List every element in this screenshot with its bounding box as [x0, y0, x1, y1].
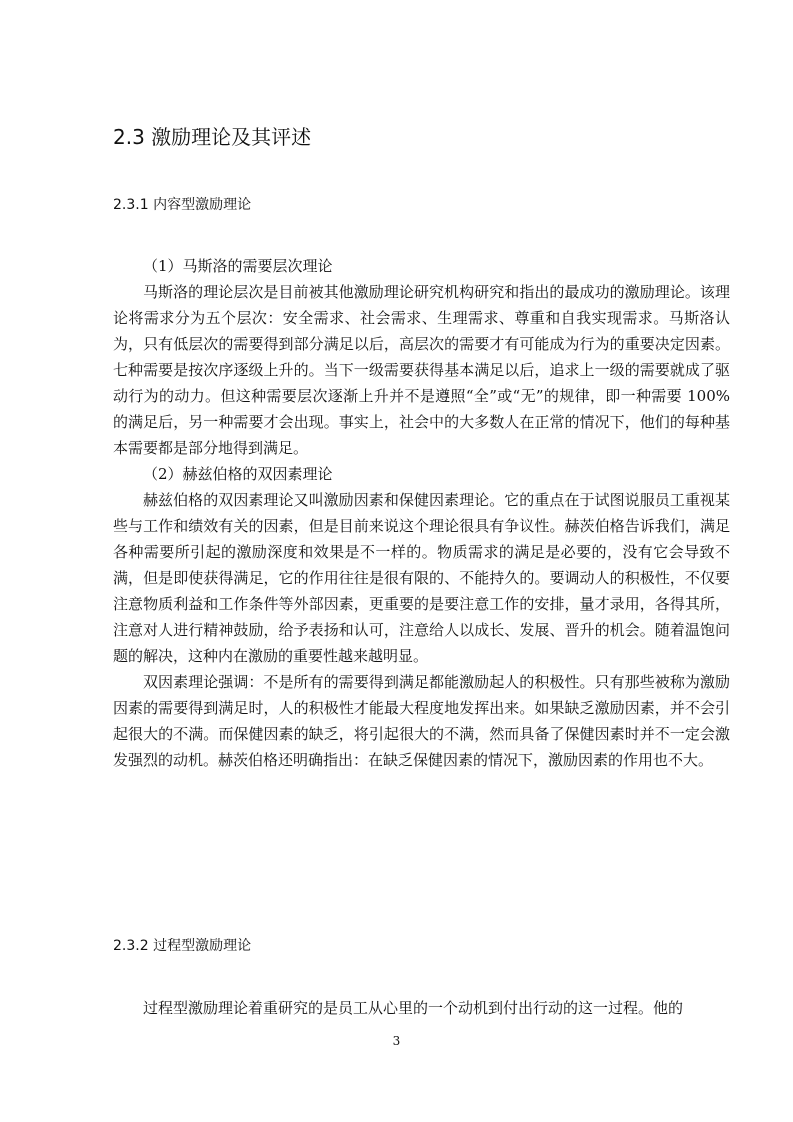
subsection-heading-content-theory: 2.3.1 内容型激励理论	[113, 197, 252, 213]
paragraph-process-theory: 过程型激励理论着重研究的是员工从心里的一个动机到付出行动的这一过程。他的	[143, 999, 684, 1017]
paragraph-heading-herzberg: （2）赫兹伯格的双因素理论	[143, 465, 333, 483]
paragraph-heading-maslow: （1）马斯洛的需要层次理论	[143, 257, 333, 275]
subsection-body-process-theory	[113, 995, 730, 1021]
section-heading: 2.3 激励理论及其评述	[113, 125, 312, 149]
paragraph-two-factor: 双因素理论强调：不是所有的需要得到满足都能激励起人的积极性。只有那些被称为激励因素的需要得到满足时，人的积极性才能最大程度地发挥出来。如果缺乏激励因素，并不会引起很大的不满。而保健因素的缺乏，将引起很大的不满，然而具备了保健因素时并不一定会激发强烈的动机。赫茨伯格还明确指出：在缺乏保健因素的情况下，激励因素的作用也不大。	[113, 673, 730, 769]
subsection-body-content-theory	[113, 253, 730, 773]
subsection-heading-process-theory: 2.3.2 过程型激励理论	[113, 938, 252, 954]
paragraph-herzberg: 赫兹伯格的双因素理论又叫激励因素和保健因素理论。它的重点在于试图说服员工重视某些与工作和绩效有关的因素，但是目前来说这个理论很具有争议性。赫茨伯格告诉我们，满足各种需要所引起的激励深度和效果是不一样的。物质需求的满足是必要的，没有它会导致不满，但是即使获得满足，它的作用往往是很有限的、不能持久的。要调动人的积极性，不仅要注意物质利益和工作条件等外部因素，更重要的是要注意工作的安排，量才录用，各得其所，注意对人进行精神鼓励，给予表扬和认可，注意给人以成长、发展、晋升的机会。随着温饱问题的解决，这种内在激励的重要性越来越明显。	[113, 491, 730, 665]
paragraph-maslow: 马斯洛的理论层次是目前被其他激励理论研究机构研究和指出的最成功的激励理论。该理论将需求分为五个层次：安全需求、社会需求、生理需求、尊重和自我实现需求。马斯洛认为，只有低层次的需要得到部分满足以后，高层次的需要才有可能成为行为的重要决定因素。七种需要是按次序逐级上升的。当下一级需要获得基本满足以后，追求上一级的需要就成了驱动行为的动力。但这种需要层次逐渐上升并不是遵照“全”或“无”的规律，即一种需要 100%的满足后，另一种需要才会出现。事实上，社会中的大多数人在正常的情况下，他们的每种基本需要都是部分地得到满足。	[113, 283, 730, 457]
page-number: 3	[392, 1034, 401, 1048]
